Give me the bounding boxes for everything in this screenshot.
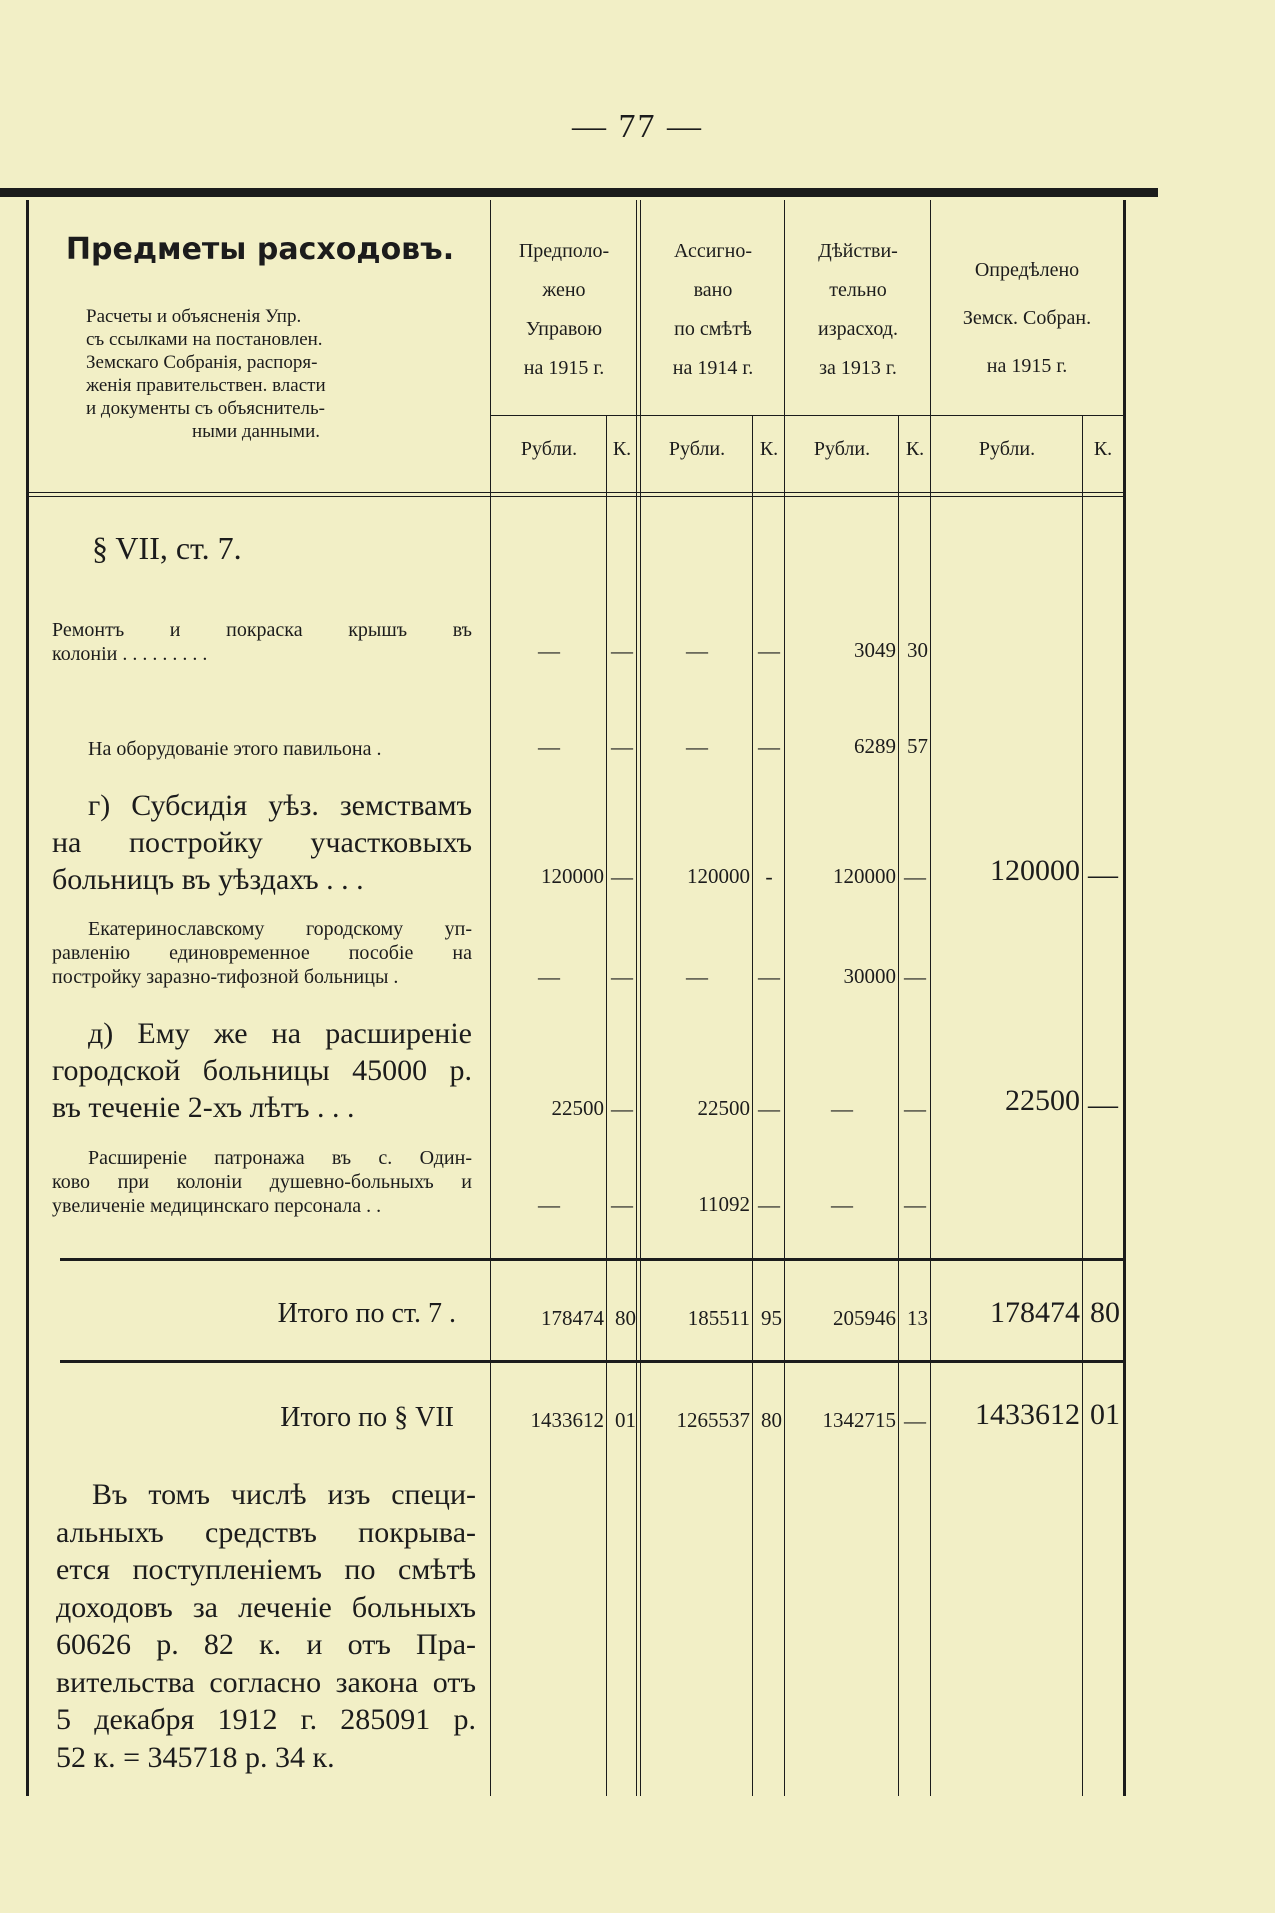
total-cell: 1433612 — [530, 1408, 604, 1432]
kopeck-divider — [606, 415, 607, 1796]
value-cell: — — [686, 964, 708, 989]
total-cell: 205946 — [833, 1306, 896, 1330]
header-bottom-rule — [29, 492, 1123, 497]
funding-note: Въ томъ числѣ изъ специ- альныхъ средствъ покрыва- ется поступленіемъ по смѣтѣ доходовъ за леченіе больныхъ 60626 р. 82 к. и отъ Пра- вительства согласно закона отъ 5 декабря 1912 г. 285091 р. 52 к. = 345718 р. 34 к. — [56, 1478, 476, 1774]
total-cell: 80 — [615, 1306, 636, 1330]
top-rule — [0, 188, 1158, 197]
value-cell: 30 — [907, 638, 928, 662]
value-cell: — — [758, 964, 780, 989]
unit-kopecks: К. — [1093, 438, 1113, 460]
total-label: Итого по § VII — [280, 1402, 454, 1433]
value-cell: — — [758, 734, 780, 759]
row-description: Ремонтъ и покраска крышъ въ колоніи . . . . . . . . . — [52, 619, 472, 665]
value-cell: — — [611, 638, 633, 663]
unit-kopecks: К. — [759, 438, 779, 460]
value-cell: 57 — [907, 734, 928, 758]
total-cell: 185511 — [687, 1306, 750, 1330]
value-cell: — — [538, 1192, 560, 1217]
value-cell: — — [831, 1096, 853, 1121]
section-title: § VII, ст. 7. — [92, 530, 242, 566]
total-cell: — — [904, 1408, 926, 1433]
value-cell: — — [538, 734, 560, 759]
value-cell: 22500 — [697, 1096, 750, 1120]
value-cell: — — [611, 1096, 633, 1121]
column-divider — [490, 200, 491, 1796]
kopeck-divider — [1082, 415, 1083, 1796]
total-cell: 13 — [907, 1306, 928, 1330]
column-divider — [636, 200, 637, 1796]
kopeck-divider — [898, 415, 899, 1796]
row-description: Расширеніе патронажа въ с. Один- ково при колоніи душевно-больныхъ и увеличеніе медицинскаго персонала . . — [52, 1147, 472, 1217]
value-cell: — — [611, 964, 633, 989]
unit-rubles: Рубли. — [813, 438, 871, 460]
value-cell: — — [758, 1096, 780, 1121]
total-cell: 01 — [615, 1408, 636, 1432]
value-cell: 22500 — [551, 1096, 604, 1120]
value-cell: — — [831, 1192, 853, 1217]
value-cell: — — [611, 864, 633, 889]
row-description: д) Ему же на расширеніе городской больницы 45000 р. въ теченіе 2-хъ лѣтъ . . . — [52, 1017, 472, 1124]
total-label: Итого по ст. 7 . — [277, 1298, 456, 1329]
total-cell: 1342715 — [822, 1408, 896, 1432]
value-cell: 6289 — [854, 734, 896, 758]
value-cell: 3049 — [854, 638, 896, 662]
units-rule — [490, 415, 1123, 416]
value-cell: 120000 — [990, 854, 1080, 887]
row-description: На оборудованіе этого павильона . — [88, 738, 382, 760]
value-cell: — — [758, 638, 780, 663]
value-cell: — — [1088, 858, 1118, 891]
value-cell: — — [686, 734, 708, 759]
value-cell: 120000 — [833, 864, 896, 888]
total-cell: 80 — [761, 1408, 782, 1432]
column-header-approved: Опредѣлено Земск. Собран. на 1915 г. — [962, 259, 1092, 377]
total-cell: 178474 — [990, 1296, 1080, 1329]
total-cell: 95 — [761, 1306, 782, 1330]
total-cell: 1265537 — [676, 1408, 750, 1432]
value-cell: — — [611, 734, 633, 759]
value-cell: — — [538, 638, 560, 663]
unit-rubles: Рубли. — [978, 438, 1036, 460]
row-description: г) Субсидія уѣз. земствамъ на постройку участковыхъ больницъ въ уѣздахъ . . . — [52, 789, 472, 896]
column-header-spent: Дѣйстви- тельно израсход. за 1913 г. — [818, 240, 898, 379]
value-cell: — — [904, 1192, 926, 1217]
total-cell: 1433612 — [975, 1398, 1080, 1431]
value-cell: 30000 — [843, 964, 896, 988]
value-cell: - — [765, 864, 773, 889]
total-rule — [60, 1360, 1123, 1363]
row-description: Екатеринославскому городскому уп- равленію единовременное пособіе на постройку заразно-тифозной больницы . — [52, 918, 472, 988]
unit-rubles: Рубли. — [668, 438, 726, 460]
total-cell: 01 — [1090, 1398, 1120, 1431]
value-cell: — — [1088, 1088, 1118, 1121]
value-cell: — — [904, 964, 926, 989]
value-cell: — — [686, 638, 708, 663]
value-cell: — — [538, 964, 560, 989]
value-cell: — — [904, 864, 926, 889]
total-cell: 178474 — [541, 1306, 604, 1330]
value-cell: — — [904, 1096, 926, 1121]
unit-kopecks: К. — [612, 438, 632, 460]
value-cell: 22500 — [1005, 1084, 1080, 1117]
total-cell: 80 — [1090, 1296, 1120, 1329]
column-divider — [784, 200, 785, 1796]
header-subtitle: Расчеты и объясненія Упр. съ ссылками на постановлен. Земскаго Собранія, распоря- женія правительствен. власти и документы съ объяснитель- ными данными. — [86, 306, 326, 442]
unit-kopecks: К. — [905, 438, 925, 460]
value-cell: 120000 — [541, 864, 604, 888]
column-header-proposed: Предполо- жено Управою на 1915 г. — [518, 240, 610, 379]
header-title: Предметы расходовъ. — [65, 232, 455, 267]
value-cell: — — [758, 1192, 780, 1217]
value-cell: 120000 — [687, 864, 750, 888]
unit-rubles: Рубли. — [520, 438, 578, 460]
page-number: — 77 — — [572, 108, 703, 145]
column-divider — [640, 200, 641, 1796]
column-header-assigned: Ассигно- вано по смѣтѣ на 1914 г. — [672, 240, 754, 379]
total-rule — [60, 1258, 1123, 1261]
column-divider — [930, 200, 931, 1796]
kopeck-divider — [752, 415, 753, 1796]
value-cell: — — [611, 1192, 633, 1217]
value-cell: 11092 — [698, 1192, 750, 1216]
